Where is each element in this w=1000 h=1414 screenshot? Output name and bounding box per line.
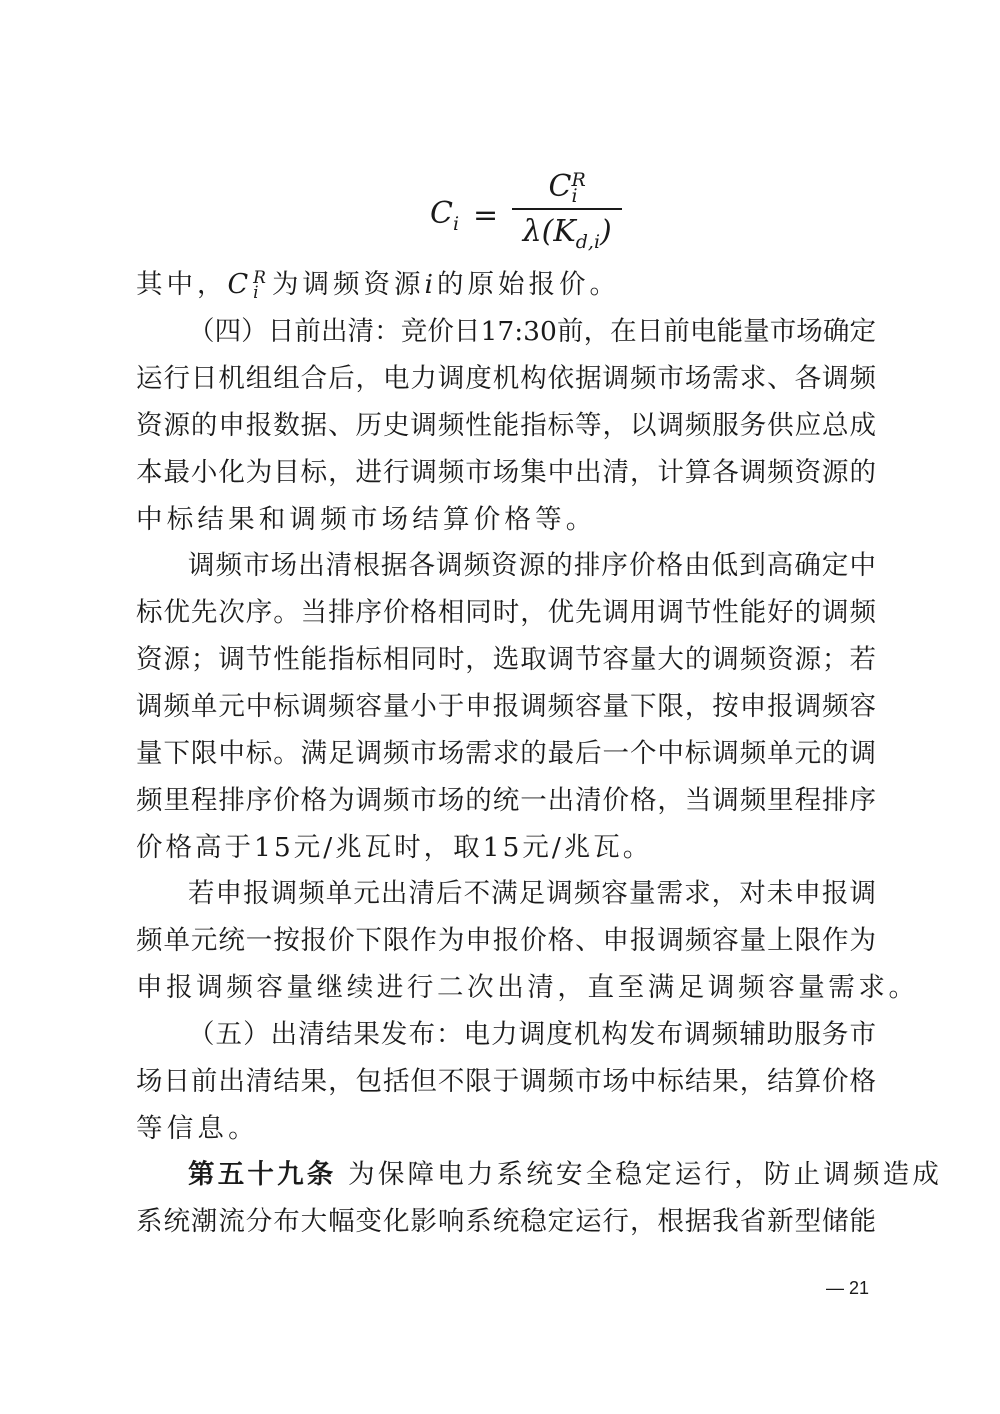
paragraph-seven-line-1: （五）出清结果发布：电力调度机构发布调频辅助服务市 bbox=[188, 1019, 876, 1050]
paragraph-five-line-5: 量下限中标。满足调频市场需求的最后一个中标调频单元的调 bbox=[136, 738, 876, 769]
paragraph-four-line-3: 资源的申报数据、历史调频性能指标等，以调频服务供应总成 bbox=[136, 410, 876, 441]
page-number: — 21 bbox=[826, 1278, 870, 1298]
paragraph-five-line-3: 资源；调节性能指标相同时，选取调节容量大的调频资源；若 bbox=[136, 644, 876, 675]
paragraph-seven-line-3: 等信息。 bbox=[136, 1113, 259, 1144]
paragraph-four-line-2: 运行日机组组合后，电力调度机构依据调频市场需求、各调频 bbox=[136, 363, 876, 394]
paragraph-five-line-4: 调频单元中标调频容量小于申报调频容量下限，按申报调频容 bbox=[136, 691, 876, 722]
paragraph-five-line-6: 频里程排序价格为调频市场的统一出清价格，当调频里程排序 bbox=[136, 785, 876, 816]
paragraph-six-line-3: 申报调频容量继续进行二次出清，直至满足调频容量需求。 bbox=[136, 972, 919, 1003]
formula-equals: = bbox=[473, 197, 499, 233]
paragraph-four-line-4: 本最小化为目标，进行调频市场集中出清，计算各调频资源的 bbox=[136, 457, 876, 488]
paragraph-five-line-2: 标优先次序。当排序价格相同时，优先调用调节性能好的调频 bbox=[136, 597, 876, 628]
paragraph-seven-line-2: 场日前出清结果，包括但不限于调频市场中标结果，结算价格 bbox=[136, 1066, 876, 1097]
formula-numerator: C R i bbox=[548, 169, 586, 207]
symbol-ci-r: C R i bbox=[227, 267, 270, 303]
formula-fraction bbox=[512, 170, 622, 260]
formula-ci bbox=[430, 170, 622, 260]
paragraph-four-line-1: （四）日前出清：竞价日17:30前，在日前电能量市场确定 bbox=[188, 316, 876, 347]
paragraph-five-line-1: 调频市场出清根据各调频资源的排序价格由低到高确定中 bbox=[188, 550, 876, 581]
article-59-heading: 第五十九条 bbox=[188, 1159, 337, 1190]
paragraph-five-line-7: 价格高于15元/兆瓦时，取15元/兆瓦。 bbox=[136, 832, 653, 863]
paragraph-four-line-5: 中标结果和调频市场结算价格等。 bbox=[136, 504, 597, 535]
formula-lhs: $C_i$ bbox=[430, 195, 460, 235]
formula-denominator: $\lambda(K_{d,i})$ bbox=[522, 214, 612, 253]
paragraph-article-59-line-2: 系统潮流分布大幅变化影响系统稳定运行，根据我省新型储能 bbox=[136, 1206, 876, 1237]
paragraph-six-line-1: 若申报调频单元出清后不满足调频容量需求，对未申报调 bbox=[188, 878, 876, 909]
text-line-where: 其中，C R i 为调频资源i的原始报价。 bbox=[136, 267, 620, 303]
paragraph-six-line-2: 频单元统一按报价下限作为申报价格、申报调频容量上限作为 bbox=[136, 925, 876, 956]
paragraph-article-59-line-1: 第五十九条 为保障电力系统安全稳定运行，防止调频造成 bbox=[188, 1159, 943, 1190]
